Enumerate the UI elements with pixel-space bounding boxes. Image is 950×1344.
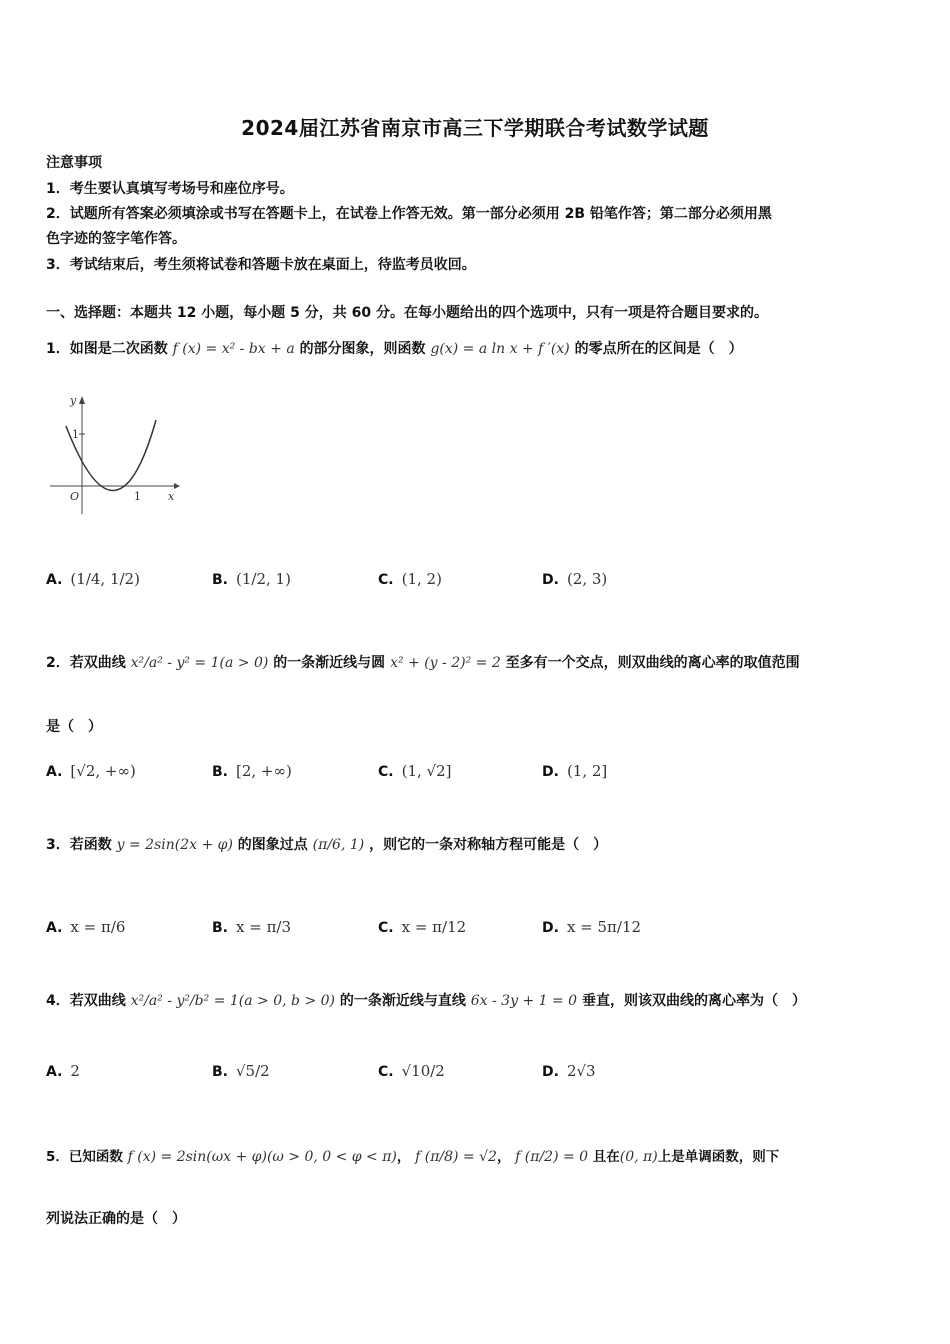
- q4-option-a[interactable]: A. 2: [46, 1062, 80, 1080]
- x-label: x: [168, 490, 175, 503]
- q3-option-c[interactable]: C. x = π/12: [378, 918, 467, 936]
- q1-option-b[interactable]: B. (1/2, 1): [212, 570, 291, 588]
- question-1: [46, 338, 743, 358]
- q4-line: 6x - 3y + 1 = 0: [470, 993, 578, 1009]
- q5-cond2: f (π/2) = 0: [515, 1149, 589, 1165]
- q4-option-d[interactable]: D. 2√3: [542, 1062, 596, 1080]
- q5-cond1: f (π/8) = √2: [415, 1149, 497, 1165]
- q3-option-b[interactable]: B. x = π/3: [212, 918, 292, 936]
- q1-option-d[interactable]: D. (2, 3): [542, 570, 608, 588]
- question-2-cont: 是（ ）: [46, 719, 102, 735]
- q4-option-b[interactable]: B. √5/2: [212, 1062, 270, 1080]
- y-label: y: [70, 394, 77, 407]
- origin-label: O: [70, 490, 80, 503]
- q3-func: y = 2sin(2x + φ): [116, 837, 233, 853]
- q4-option-c[interactable]: C. √10/2: [378, 1062, 445, 1080]
- q1-suffix: 的零点所在的区间是（ ）: [574, 341, 743, 357]
- question-2: 2．若双曲线 x²/a² - y² = 1(a > 0) 的一条渐近线与圆 x² + (y - 2)² = 2 至多有一个交点，则双曲线的离心率的取值范围: [46, 655, 800, 671]
- q5-interval: (0, π): [619, 1149, 658, 1165]
- y-axis-arrow: [79, 396, 85, 404]
- section-heading: 一、选择题：本题共 12 小题，每小题 5 分，共 60 分。在每小题给出的四个选项中，只有一项是符合题目要求的。: [46, 305, 768, 321]
- q4-curve: x²/a² - y²/b² = 1(a > 0, b > 0): [130, 993, 335, 1009]
- parabola-graph: [46, 390, 186, 520]
- q2-option-b[interactable]: B. [2, +∞): [212, 762, 292, 780]
- q2-option-c[interactable]: C. (1, √2]: [378, 762, 452, 780]
- question-5: 5．已知函数 f (x) = 2sin(ωx + φ)(ω > 0, 0 < φ < π)， f (π/8) = √2， f (π/2) = 0 且在(0, π)上是单调函数，则下: [46, 1149, 780, 1165]
- q3-point: (π/6, 1): [312, 837, 365, 853]
- q1-f: f (x) = x² - bx + a: [172, 341, 295, 357]
- question-3: 3．若函数 y = 2sin(2x + φ) 的图象过点 (π/6, 1) ，则它的一条对称轴方程可能是（ ）: [46, 837, 608, 853]
- page-title: 2024届江苏省南京市高三下学期联合考试数学试题: [241, 116, 709, 140]
- q3-option-a[interactable]: A. x = π/6: [46, 918, 126, 936]
- question-5-cont: 列说法正确的是（ ）: [46, 1211, 186, 1227]
- x-tick-label: 1: [134, 490, 141, 503]
- q2-circle: x² + (y - 2)² = 2: [390, 655, 501, 671]
- q2-option-d[interactable]: D. (1, 2]: [542, 762, 608, 780]
- q1-option-a[interactable]: A. (1/4, 1/2): [46, 570, 140, 588]
- question-4: 4．若双曲线 x²/a² - y²/b² = 1(a > 0, b > 0) 的一条渐近线与直线 6x - 3y + 1 = 0 垂直，则该双曲线的离心率为（ ）: [46, 993, 806, 1009]
- notice-item-2: 2．试题所有答案必须填涂或书写在答题卡上，在试卷上作答无效。第一部分必须用 2B 铅笔作答；第二部分必须用黑: [46, 206, 772, 222]
- q2-curve: x²/a² - y² = 1(a > 0): [130, 655, 269, 671]
- q1-mid: 的部分图象，则函数: [299, 341, 426, 357]
- notice-item-2-cont: 色字迹的签字笔作答。: [46, 231, 186, 247]
- notice-item-1: 1．考生要认真填写考场号和座位序号。: [46, 181, 294, 197]
- q3-option-d[interactable]: D. x = 5π/12: [542, 918, 642, 936]
- x-axis-arrow: [174, 483, 180, 489]
- parabola-curve: [66, 420, 156, 491]
- notice-heading: 注意事项: [46, 155, 102, 171]
- q1-g: g(x) = a ln x + f ′(x): [430, 341, 570, 357]
- q1-prefix: 1．如图是二次函数: [46, 341, 168, 357]
- notice-item-3: 3．考试结束后，考生须将试卷和答题卡放在桌面上，待监考员收回。: [46, 257, 476, 273]
- q1-option-c[interactable]: C. (1, 2): [378, 570, 442, 588]
- q5-func: f (x) = 2sin(ωx + φ)(ω > 0, 0 < φ < π): [127, 1149, 397, 1165]
- y-tick-label: 1: [72, 428, 79, 441]
- q2-option-a[interactable]: A. [√2, +∞): [46, 762, 136, 780]
